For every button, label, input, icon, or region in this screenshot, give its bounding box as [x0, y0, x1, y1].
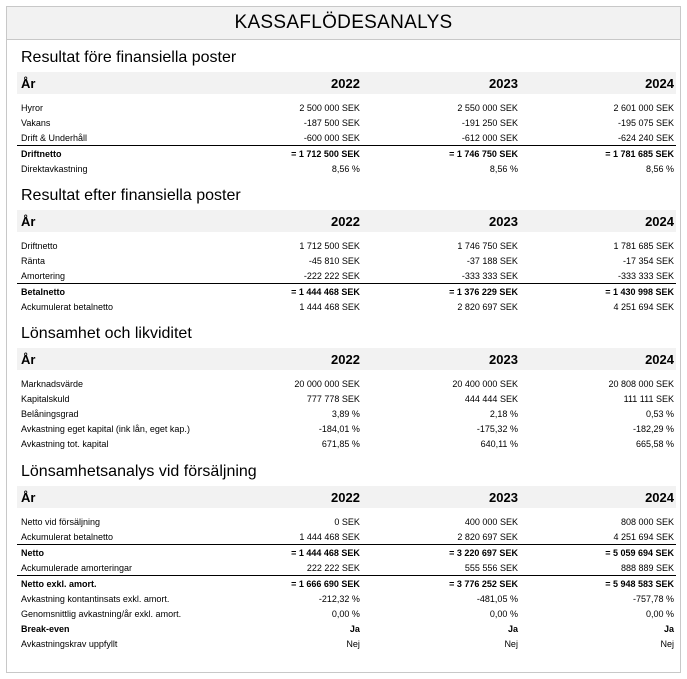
row-label: Ackumulerat betalnetto: [21, 531, 114, 542]
cell-2024: 888 889 SEK: [620, 562, 674, 573]
cell-2023: 2 820 697 SEK: [457, 301, 518, 312]
total-row: [17, 283, 676, 299]
header-2022: 2022: [331, 351, 360, 367]
row-label: Driftnetto: [21, 240, 58, 251]
cell-2024: = 1 430 998 SEK: [605, 286, 674, 297]
cell-2023: 640,11 %: [480, 438, 518, 449]
cell-2023: -481,05 %: [476, 593, 518, 604]
header-year-label: År: [21, 213, 36, 229]
header-year-label: År: [21, 489, 36, 505]
cell-2022: 0,00 %: [331, 608, 360, 619]
cell-2022: 1 712 500 SEK: [299, 240, 360, 251]
header-2023: 2023: [489, 75, 518, 91]
row-label: Ackumulerade amorteringar: [21, 562, 133, 573]
cell-2023: 0,00 %: [489, 608, 518, 619]
cell-2024: Nej: [660, 638, 674, 649]
table-row: [17, 253, 676, 268]
cell-2022: 777 778 SEK: [306, 393, 360, 404]
header-2024: 2024: [645, 213, 674, 229]
table-row: [17, 514, 676, 529]
row-label: Betalnetto: [21, 286, 66, 297]
table-row: [17, 238, 676, 253]
cell-2024: 808 000 SEK: [620, 516, 674, 527]
row-label: Ackumulerat betalnetto: [21, 301, 114, 312]
row-label: Break-even: [21, 623, 70, 634]
row-label: Netto exkl. amort.: [21, 578, 97, 589]
row-label: Marknadsvärde: [21, 378, 84, 389]
header-2022: 2022: [331, 75, 360, 91]
cell-2022: -45 810 SEK: [308, 255, 360, 266]
total-row: [17, 544, 676, 560]
cell-2022: = 1 444 468 SEK: [291, 547, 360, 558]
cell-2022: -212,32 %: [318, 593, 360, 604]
section-lonsamhet-likviditet: [17, 322, 676, 451]
break-even-row: [17, 621, 676, 636]
header-2022: 2022: [331, 489, 360, 505]
section-title: Lönsamhet och likviditet: [21, 325, 192, 342]
cell-2022: -600 000 SEK: [303, 132, 360, 143]
cell-2024: 4 251 694 SEK: [613, 301, 674, 312]
report-title: KASSAFLÖDESANALYS: [234, 12, 453, 33]
cell-2024: 0,00 %: [645, 608, 674, 619]
section-title: Lönsamhetsanalys vid försäljning: [21, 463, 257, 480]
cell-2023: 2,18 %: [489, 408, 518, 419]
cell-2023: -175,32 %: [476, 423, 518, 434]
table-row: [17, 436, 676, 451]
cell-2022: 3,89 %: [331, 408, 360, 419]
cell-2022: 20 000 000 SEK: [294, 378, 360, 389]
cell-2023: 400 000 SEK: [464, 516, 518, 527]
report-frame: [6, 6, 681, 673]
header-2023: 2023: [489, 489, 518, 505]
row-label: Avkastningskrav uppfyllt: [21, 638, 118, 649]
cell-2024: = 5 059 694 SEK: [605, 547, 674, 558]
table-row: [17, 130, 676, 145]
row-label: Vakans: [21, 117, 51, 128]
cell-2022: -184,01 %: [318, 423, 360, 434]
cell-2024: 1 781 685 SEK: [613, 240, 674, 251]
table-header: [17, 486, 676, 508]
cell-2022: 1 444 468 SEK: [299, 531, 360, 542]
cell-2024: = 5 948 583 SEK: [605, 578, 674, 589]
total-row: [17, 145, 676, 161]
row-label: Drift & Underhåll: [21, 132, 88, 143]
cell-2024: 2 601 000 SEK: [613, 102, 674, 113]
report-header: [7, 7, 680, 40]
cell-2024: 111 111 SEK: [623, 393, 674, 404]
table-row: [17, 636, 676, 651]
cell-2023: 555 556 SEK: [464, 562, 518, 573]
header-2024: 2024: [645, 489, 674, 505]
row-label: Avkastning kontantinsats exkl. amort.: [21, 593, 170, 604]
cell-2023: = 3 776 252 SEK: [449, 578, 518, 589]
cell-2022: Ja: [349, 623, 360, 634]
row-label: Kapitalskuld: [21, 393, 70, 404]
cell-2023: 444 444 SEK: [464, 393, 518, 404]
cell-2024: Ja: [663, 623, 674, 634]
table-row: [17, 391, 676, 406]
table-row: [17, 591, 676, 606]
table-header: [17, 348, 676, 370]
table-row: [17, 268, 676, 283]
header-2024: 2024: [645, 75, 674, 91]
cell-2023: 1 746 750 SEK: [457, 240, 518, 251]
cell-2024: -17 354 SEK: [622, 255, 674, 266]
row-label: Genomsnittlig avkastning/år exkl. amort.: [21, 608, 182, 619]
cell-2023: Nej: [504, 638, 518, 649]
section-resultat-efter: [17, 184, 676, 314]
table-header: [17, 210, 676, 232]
cell-2023: = 1 746 750 SEK: [449, 148, 518, 159]
row-label: Hyror: [21, 102, 43, 113]
row-label: Netto vid försäljning: [21, 516, 101, 527]
cell-2023: -191 250 SEK: [461, 117, 518, 128]
row-label: Avkastning tot. kapital: [21, 438, 109, 449]
row-label: Driftnetto: [21, 148, 62, 159]
row-label: Avkastning eget kapital (ink lån, eget kap.): [21, 423, 190, 434]
cell-2023: = 3 220 697 SEK: [449, 547, 518, 558]
cell-2023: 20 400 000 SEK: [452, 378, 518, 389]
section-lonsamhetsanalys-forsaljning: [17, 460, 676, 651]
cell-2023: -612 000 SEK: [461, 132, 518, 143]
cell-2022: -187 500 SEK: [303, 117, 360, 128]
cell-2024: = 1 781 685 SEK: [605, 148, 674, 159]
section-title: Resultat före finansiella poster: [21, 49, 237, 66]
cell-2022: 2 500 000 SEK: [299, 102, 360, 113]
table-row: [17, 115, 676, 130]
table-row: [17, 161, 676, 176]
cell-2023: 2 820 697 SEK: [457, 531, 518, 542]
row-label: Direktavkastning: [21, 163, 88, 174]
table-row: [17, 100, 676, 115]
cell-2024: -195 075 SEK: [617, 117, 674, 128]
cell-2023: -37 188 SEK: [466, 255, 518, 266]
header-2022: 2022: [331, 213, 360, 229]
cell-2024: -182,29 %: [632, 423, 674, 434]
cell-2024: -757,78 %: [632, 593, 674, 604]
cell-2022: -222 222 SEK: [303, 270, 360, 281]
header-year-label: År: [21, 351, 36, 367]
cell-2022: = 1 712 500 SEK: [291, 148, 360, 159]
cell-2022: 1 444 468 SEK: [299, 301, 360, 312]
cell-2023: 8,56 %: [489, 163, 518, 174]
cell-2024: 8,56 %: [645, 163, 674, 174]
section-resultat-fore: [17, 46, 676, 176]
table-header: [17, 72, 676, 94]
cell-2022: Nej: [346, 638, 360, 649]
table-row: [17, 606, 676, 621]
cell-2024: 20 808 000 SEK: [608, 378, 674, 389]
header-year-label: År: [21, 75, 36, 91]
table-row: [17, 376, 676, 391]
header-2024: 2024: [645, 351, 674, 367]
section-title: Resultat efter finansiella poster: [21, 187, 241, 204]
cell-2022: 671,85 %: [321, 438, 360, 449]
cell-2022: = 1 444 468 SEK: [291, 286, 360, 297]
table-row: [17, 560, 676, 575]
cell-2023: 2 550 000 SEK: [457, 102, 518, 113]
row-label: Amortering: [21, 270, 66, 281]
cell-2024: 4 251 694 SEK: [613, 531, 674, 542]
cell-2023: -333 333 SEK: [461, 270, 518, 281]
cell-2024: -624 240 SEK: [617, 132, 674, 143]
total-row: [17, 575, 676, 591]
cell-2022: 8,56 %: [331, 163, 360, 174]
cell-2022: = 1 666 690 SEK: [291, 578, 360, 589]
header-2023: 2023: [489, 351, 518, 367]
table-row: [17, 421, 676, 436]
table-row: [17, 299, 676, 314]
cell-2024: -333 333 SEK: [617, 270, 674, 281]
cell-2022: 0 SEK: [334, 516, 360, 527]
header-2023: 2023: [489, 213, 518, 229]
row-label: Netto: [21, 547, 44, 558]
cell-2022: 222 222 SEK: [306, 562, 360, 573]
cell-2023: Ja: [507, 623, 518, 634]
cell-2023: = 1 376 229 SEK: [449, 286, 518, 297]
table-row: [17, 406, 676, 421]
cell-2024: 0,53 %: [645, 408, 674, 419]
row-label: Ränta: [21, 255, 46, 266]
table-row: [17, 529, 676, 544]
row-label: Belåningsgrad: [21, 408, 79, 419]
cell-2024: 665,58 %: [635, 438, 674, 449]
